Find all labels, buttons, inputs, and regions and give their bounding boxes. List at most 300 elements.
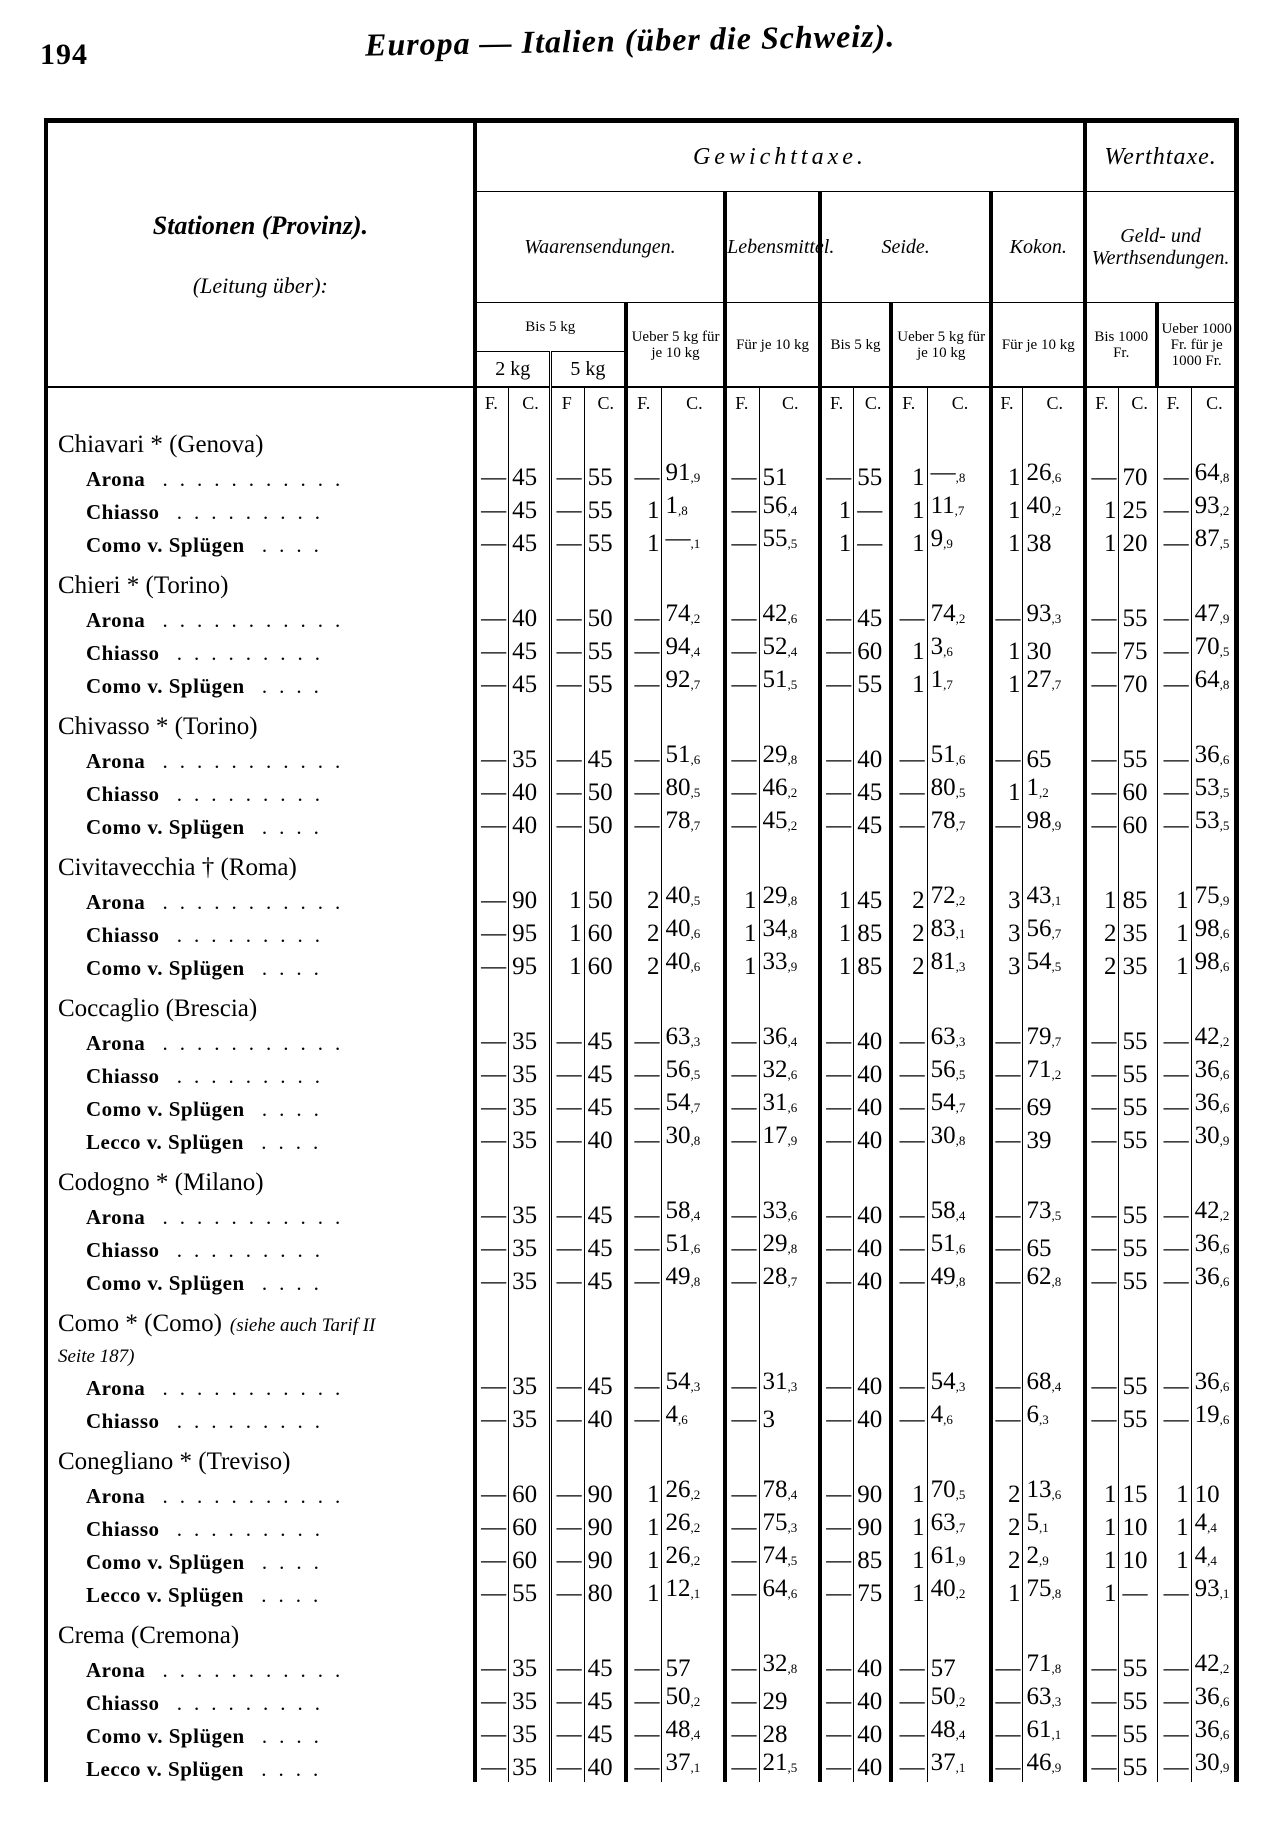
empty-cell [662, 417, 725, 459]
route-name [46, 948, 475, 981]
station-name-text: Codogno * (Milano) [58, 1169, 264, 1196]
empty-cell [584, 699, 626, 741]
franc-value: — [725, 1023, 759, 1056]
route-row [46, 1542, 1237, 1575]
empty-cell [662, 1155, 725, 1197]
route-row [46, 1749, 1237, 1782]
centime-value: $56_{,5}$ [662, 1056, 725, 1089]
franc-value: 1 [1085, 1575, 1119, 1608]
route-name [46, 741, 475, 774]
empty-cell [891, 417, 927, 459]
empty-cell [725, 417, 759, 459]
franc-value: 1 [991, 666, 1023, 699]
centime-value: $54_{,7}$ [927, 1089, 991, 1122]
station-row [46, 1434, 1237, 1476]
route-row [46, 882, 1237, 915]
franc-value: — [626, 1023, 662, 1056]
franc-value: 1 [820, 948, 854, 981]
franc-value: — [550, 1023, 584, 1056]
centime-value: $54_{,5}$ [1023, 948, 1085, 981]
decimal-digit: ,8 [1051, 1586, 1062, 1601]
centime-value: 55 [1119, 1230, 1157, 1263]
centime-value: 45 [854, 600, 891, 633]
franc-value: — [820, 1401, 854, 1434]
decimal-digit: ,8 [690, 1133, 701, 1148]
centime-value: $42_{,6}$ [759, 600, 820, 633]
route-row [46, 1230, 1237, 1263]
centime-value: $58_{,4}$ [927, 1197, 991, 1230]
empty-cell [1157, 1338, 1191, 1368]
decimal-digit: ,4 [955, 1727, 966, 1742]
route-via: Como v. Splügen [86, 674, 245, 698]
route-name [46, 1089, 475, 1122]
station-row [46, 1608, 1237, 1650]
empty-cell [927, 1434, 991, 1476]
empty-cell [725, 558, 759, 600]
centime-value: 60 [584, 915, 626, 948]
franc-value: 1 [820, 915, 854, 948]
centime-value: 60 [509, 1476, 551, 1509]
franc-value: 1 [891, 1542, 927, 1575]
franc-value: — [475, 1230, 509, 1263]
route-row [46, 1401, 1237, 1434]
centime-value: 55 [1119, 600, 1157, 633]
decimal-digit: ,6 [1219, 1241, 1230, 1256]
decimal-digit: ,7 [1051, 1034, 1062, 1049]
centime-value: $94_{,4}$ [662, 633, 725, 666]
empty-cell [550, 840, 584, 882]
centime-value: 90 [854, 1476, 891, 1509]
station-note: (siehe auch Tarif II [229, 1315, 376, 1336]
franc-value: 2 [1085, 948, 1119, 981]
empty-cell [759, 840, 820, 882]
franc-value: — [626, 1683, 662, 1716]
franc-value: — [626, 666, 662, 699]
route-via: Arona [86, 1484, 146, 1508]
centime-value: $54_{,3}$ [927, 1368, 991, 1401]
centime-value: 85 [854, 948, 891, 981]
franc-value: — [550, 1401, 584, 1434]
route-via: Chiasso [86, 782, 160, 806]
decimal-digit: ,8 [787, 926, 798, 941]
centime-value: 80 [584, 1575, 626, 1608]
empty-cell [1085, 1434, 1119, 1476]
centime-value: $75_{,9}$ [1191, 882, 1236, 915]
centime-value: 55 [584, 633, 626, 666]
empty-cell [626, 1608, 662, 1650]
leader-dots: ........... [145, 749, 353, 773]
empty-cell [1023, 1434, 1085, 1476]
centime-value: $51_{,6}$ [927, 1230, 991, 1263]
franc-value: — [475, 948, 509, 981]
decimal-digit: ,4 [1207, 1520, 1217, 1535]
food-header: Lebensmittel. [725, 192, 820, 303]
centime-value: $63_{,3}$ [662, 1023, 725, 1056]
station-name-text: Civitavecchia † (Roma) [58, 854, 297, 881]
franc-value: 1 [891, 525, 927, 558]
leader-dots: ........... [145, 1658, 353, 1682]
centime-value: 90 [854, 1509, 891, 1542]
empty-cell [820, 1434, 854, 1476]
centime-value: $51_{,6}$ [927, 741, 991, 774]
route-row [46, 600, 1237, 633]
decimal-digit: ,1 [690, 536, 701, 551]
station-name [46, 417, 475, 459]
centime-value: 20 [1119, 525, 1157, 558]
centime-value: $28_{,7}$ [759, 1263, 820, 1296]
centime-column-header: C. [584, 387, 626, 417]
franc-value: — [475, 1023, 509, 1056]
centime-value: $56_{,5}$ [927, 1056, 991, 1089]
centime-value: 38 [1023, 525, 1085, 558]
empty-cell [854, 840, 891, 882]
decimal-digit: ,9 [787, 1133, 798, 1148]
franc-value: — [1085, 1650, 1119, 1683]
leader-dots: ........... [145, 1376, 353, 1400]
decimal-digit: ,9 [1219, 1760, 1230, 1775]
franc-value: 1 [991, 459, 1023, 492]
franc-value: — [725, 1122, 759, 1155]
centime-value: 90 [509, 882, 551, 915]
centime-value: 60 [509, 1509, 551, 1542]
centime-value: $—_{,8}$ [927, 459, 991, 492]
leader-dots: .... [243, 1583, 331, 1607]
centime-value: $52_{,4}$ [759, 633, 820, 666]
decimal-digit: ,2 [787, 785, 798, 800]
centime-value: 57 [662, 1650, 725, 1683]
franc-value: — [725, 1368, 759, 1401]
decimal-digit: ,9 [1038, 1553, 1049, 1568]
silk-header: Seide. [820, 192, 991, 303]
centime-value: 35 [509, 1197, 551, 1230]
decimal-digit: ,7 [955, 818, 966, 833]
centime-value: 40 [854, 1197, 891, 1230]
centime-value: 55 [1119, 741, 1157, 774]
franc-value: — [891, 741, 927, 774]
empty-cell [550, 1338, 584, 1368]
franc-value: — [991, 807, 1023, 840]
decimal-digit: ,7 [690, 677, 701, 692]
station-row [46, 417, 1237, 459]
tariff-table [44, 118, 1239, 1782]
decimal-digit: ,4 [787, 1487, 798, 1502]
empty-cell [991, 981, 1023, 1023]
franc-value: — [725, 666, 759, 699]
decimal-digit: ,5 [690, 893, 701, 908]
route-row [46, 915, 1237, 948]
franc-value: — [475, 666, 509, 699]
centime-value: $1_{,8}$ [662, 492, 725, 525]
centime-value: 45 [509, 459, 551, 492]
franc-centime-header-row [46, 387, 1237, 417]
empty-cell [1119, 1338, 1157, 1368]
empty-cell [820, 1296, 854, 1338]
empty-cell [725, 981, 759, 1023]
franc-value: — [820, 807, 854, 840]
franc-value: — [820, 1542, 854, 1575]
franc-value: — [991, 1023, 1023, 1056]
route-via: Arona [86, 890, 146, 914]
empty-cell [475, 558, 509, 600]
table-body [46, 417, 1237, 1782]
centime-value: 35 [509, 1023, 551, 1056]
franc-value: — [891, 1716, 927, 1749]
franc-value: — [626, 1650, 662, 1683]
franc-value: — [725, 1575, 759, 1608]
franc-value: — [991, 1122, 1023, 1155]
empty-cell [584, 1608, 626, 1650]
empty-cell [626, 981, 662, 1023]
franc-value: — [1085, 459, 1119, 492]
decimal-digit: ,6 [1219, 1274, 1230, 1289]
centime-value: 35 [1119, 948, 1157, 981]
franc-value: — [550, 1575, 584, 1608]
franc-value: — [626, 807, 662, 840]
franc-value: 1 [1157, 915, 1191, 948]
centime-value: $33_{,9}$ [759, 948, 820, 981]
leader-dots: .... [244, 1550, 331, 1574]
centime-value: $3_{,6}$ [927, 633, 991, 666]
franc-value: — [475, 1089, 509, 1122]
centime-value: 35 [509, 741, 551, 774]
empty-cell [759, 558, 820, 600]
centime-value: $4_{,4}$ [1191, 1509, 1236, 1542]
franc-value: 1 [820, 492, 854, 525]
decimal-digit: ,3 [787, 1379, 798, 1394]
decimal-digit: ,8 [1219, 677, 1230, 692]
centime-value: 45 [509, 633, 551, 666]
empty-cell [927, 840, 991, 882]
decimal-digit: ,5 [690, 1067, 701, 1082]
centime-value: $26_{,2}$ [662, 1476, 725, 1509]
franc-value: — [991, 1263, 1023, 1296]
centime-value: $40_{,2}$ [1023, 492, 1085, 525]
decimal-digit: ,5 [690, 785, 701, 800]
franc-column-header: F. [991, 387, 1023, 417]
station-name-text: Conegliano * (Treviso) [58, 1448, 291, 1475]
decimal-digit: ,6 [955, 752, 966, 767]
decimal-digit: ,6 [1219, 1379, 1230, 1394]
centime-value: $78_{,7}$ [662, 807, 725, 840]
empty-cell [820, 840, 854, 882]
empty-cell [927, 1155, 991, 1197]
centime-value: $55_{,5}$ [759, 525, 820, 558]
franc-value: — [1157, 1401, 1191, 1434]
goods-2kg-header: 2 kg [475, 352, 551, 388]
franc-value: — [1157, 1197, 1191, 1230]
empty-cell [1023, 1608, 1085, 1650]
centime-value: 45 [584, 1023, 626, 1056]
centime-value: $53_{,5}$ [1191, 807, 1236, 840]
decimal-digit: ,3 [955, 1034, 966, 1049]
decimal-digit: ,8 [787, 752, 798, 767]
centime-value: $74_{,5}$ [759, 1542, 820, 1575]
empty-cell [1157, 1434, 1191, 1476]
centime-value: 35 [509, 1749, 551, 1782]
route-name [46, 1476, 475, 1509]
centime-value: 70 [1119, 459, 1157, 492]
empty-cell [991, 1608, 1023, 1650]
empty-cell [1085, 417, 1119, 459]
franc-value: — [820, 633, 854, 666]
franc-value: — [1085, 807, 1119, 840]
decimal-digit: ,4 [1207, 1553, 1217, 1568]
empty-cell [550, 1608, 584, 1650]
empty-cell [1119, 558, 1157, 600]
route-row [46, 1509, 1237, 1542]
route-via: Como v. Splügen [86, 533, 245, 557]
route-name [46, 915, 475, 948]
franc-value: — [626, 1089, 662, 1122]
decimal-digit: ,5 [1219, 785, 1230, 800]
decimal-digit: ,9 [1051, 818, 1062, 833]
centime-value: 55 [1119, 1089, 1157, 1122]
decimal-digit: ,4 [690, 1727, 701, 1742]
route-name [46, 492, 475, 525]
centime-value: $47_{,9}$ [1191, 600, 1236, 633]
decimal-digit: ,2 [787, 818, 798, 833]
leader-dots: ........... [145, 1484, 353, 1508]
empty-cell [626, 1155, 662, 1197]
franc-value: — [820, 1197, 854, 1230]
route-via: Chiasso [86, 1409, 160, 1433]
centime-value: $30_{,8}$ [662, 1122, 725, 1155]
empty-cell [725, 1434, 759, 1476]
centime-value: $32_{,8}$ [759, 1650, 820, 1683]
centime-value: $78_{,7}$ [927, 807, 991, 840]
centime-value: $40_{,6}$ [662, 948, 725, 981]
franc-value: — [626, 633, 662, 666]
centime-value: $45_{,2}$ [759, 807, 820, 840]
centime-value: $71_{,8}$ [1023, 1650, 1085, 1683]
franc-value: — [475, 1749, 509, 1782]
centime-value: 45 [584, 1197, 626, 1230]
decimal-digit: ,2 [690, 1487, 701, 1502]
franc-value: — [1085, 1683, 1119, 1716]
franc-value: — [1157, 633, 1191, 666]
centime-value: 90 [584, 1476, 626, 1509]
franc-value: 1 [725, 882, 759, 915]
centime-value: $13_{,6}$ [1023, 1476, 1085, 1509]
station-name-text: Crema (Cremona) [58, 1622, 240, 1649]
empty-cell [584, 1338, 626, 1368]
franc-value: — [1157, 1575, 1191, 1608]
centime-value: 55 [1119, 1122, 1157, 1155]
centime-value: $78_{,4}$ [759, 1476, 820, 1509]
centime-value: $40_{,2}$ [927, 1575, 991, 1608]
leader-dots: .... [243, 1130, 331, 1154]
franc-value: — [626, 600, 662, 633]
empty-cell [1023, 1338, 1085, 1368]
franc-value: — [820, 1023, 854, 1056]
decimal-digit: ,3 [955, 959, 966, 974]
leader-dots: ......... [159, 1517, 333, 1541]
decimal-digit: ,2 [690, 1520, 701, 1535]
decimal-digit: ,2 [1219, 1208, 1230, 1223]
empty-cell [626, 840, 662, 882]
empty-cell [584, 1155, 626, 1197]
franc-value: — [725, 525, 759, 558]
franc-value: — [725, 459, 759, 492]
empty-cell [725, 1296, 759, 1338]
franc-value: — [820, 1230, 854, 1263]
route-via: Lecco v. Splügen [86, 1757, 244, 1781]
centime-value: 55 [1119, 1263, 1157, 1296]
franc-value: — [550, 492, 584, 525]
centime-value: 45 [854, 882, 891, 915]
centime-value: $36_{,6}$ [1191, 1683, 1236, 1716]
centime-value: 45 [509, 666, 551, 699]
franc-value: 1 [550, 915, 584, 948]
centime-value: $40_{,6}$ [662, 915, 725, 948]
franc-value: 1 [891, 492, 927, 525]
franc-value: — [725, 1683, 759, 1716]
decimal-digit: ,1 [690, 1586, 701, 1601]
centime-value: $75_{,3}$ [759, 1509, 820, 1542]
station-note-continued: Seite 187) [46, 1338, 475, 1368]
centime-value: 85 [854, 915, 891, 948]
route-name [46, 1197, 475, 1230]
centime-value: $51_{,6}$ [662, 741, 725, 774]
station-name-text: Chiavari * (Genova) [58, 431, 264, 458]
empty-cell [927, 699, 991, 741]
empty-cell [759, 981, 820, 1023]
centime-column-header: C. [759, 387, 820, 417]
value-tax-header: Werthtaxe. [1085, 121, 1236, 192]
centime-value: 70 [1119, 666, 1157, 699]
decimal-digit: ,1 [690, 1760, 701, 1775]
centime-value: 35 [509, 1401, 551, 1434]
centime-value: 45 [584, 1230, 626, 1263]
centime-value: $17_{,9}$ [759, 1122, 820, 1155]
franc-value: 1 [626, 1542, 662, 1575]
centime-value: $42_{,2}$ [1191, 1197, 1236, 1230]
centime-value: $36_{,6}$ [1191, 1056, 1236, 1089]
empty-cell [891, 981, 927, 1023]
empty-cell [509, 981, 551, 1023]
centime-value: $29_{,8}$ [759, 741, 820, 774]
empty-cell [662, 1434, 725, 1476]
money-over-header: Ueber 1000 Fr. für je 1000 Fr. [1157, 303, 1236, 388]
leader-dots: ......... [159, 500, 333, 524]
franc-value: — [820, 741, 854, 774]
franc-value: — [991, 1683, 1023, 1716]
empty-cell [854, 699, 891, 741]
franc-value: — [1157, 1089, 1191, 1122]
goods-over-header: Ueber 5 kg für je 10 kg [626, 303, 725, 388]
centime-value: 40 [509, 807, 551, 840]
centime-value: $36_{,4}$ [759, 1023, 820, 1056]
centime-value: 90 [584, 1542, 626, 1575]
page-title: Europa — Italien (über die Schweiz). [364, 17, 896, 63]
decimal-digit: ,6 [787, 1586, 798, 1601]
franc-value: — [820, 1089, 854, 1122]
franc-value: — [820, 1263, 854, 1296]
franc-value: — [991, 1089, 1023, 1122]
franc-value: — [725, 1476, 759, 1509]
empty-cell [991, 699, 1023, 741]
decimal-digit: ,8 [787, 1661, 798, 1676]
decimal-digit: ,6 [787, 1100, 798, 1115]
route-row [46, 1263, 1237, 1296]
empty-cell [991, 1434, 1023, 1476]
franc-value: — [475, 492, 509, 525]
empty-cell [1023, 417, 1085, 459]
centime-value: $36_{,6}$ [1191, 741, 1236, 774]
empty-cell [584, 981, 626, 1023]
decimal-digit: ,9 [943, 536, 953, 551]
route-via: Chiasso [86, 641, 160, 665]
